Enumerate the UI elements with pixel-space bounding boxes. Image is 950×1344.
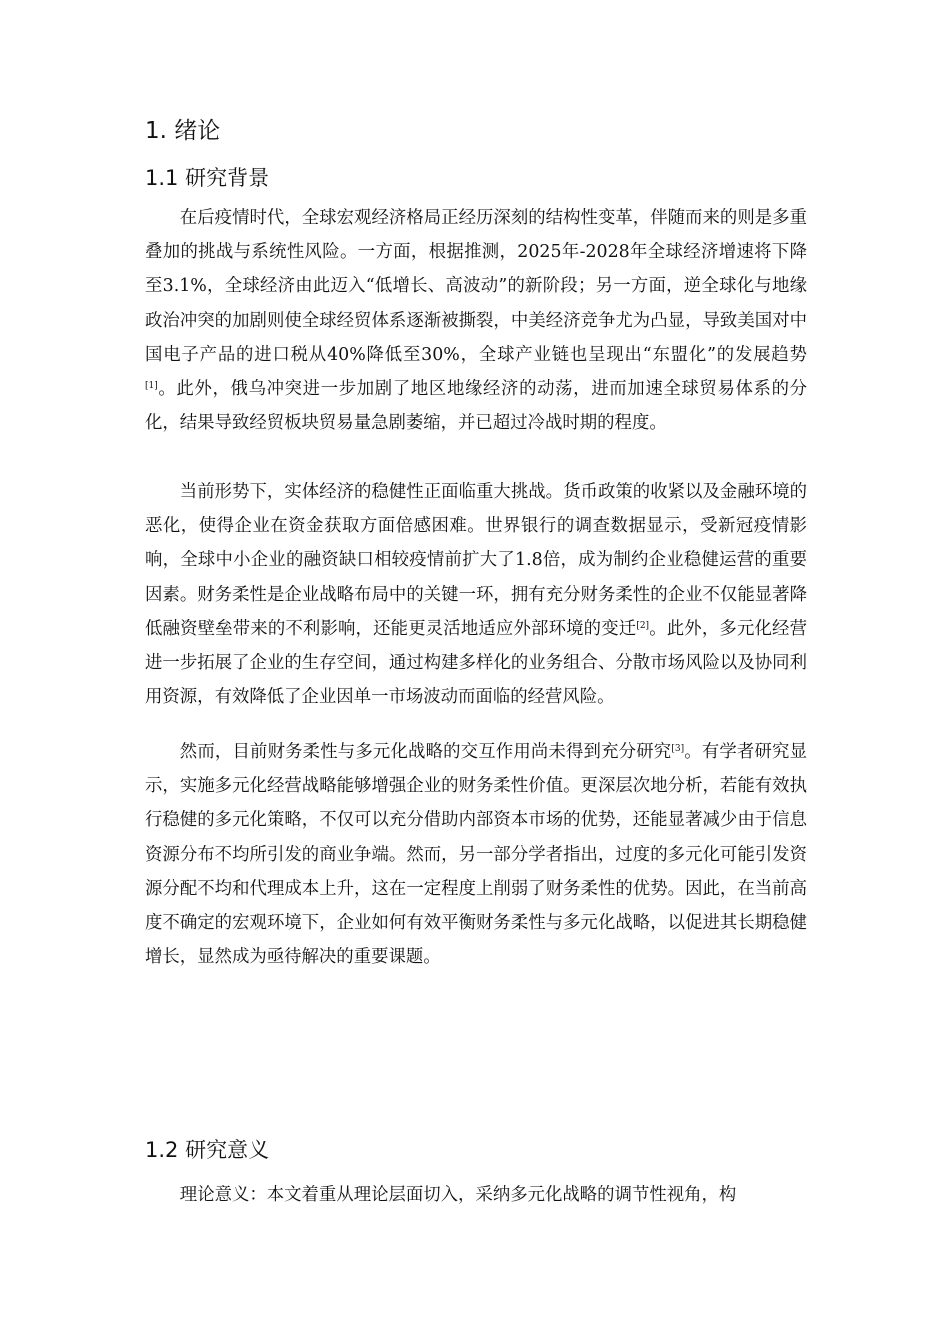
citation-2[interactable]: [2] — [636, 620, 650, 631]
paragraph-text: 当前形势下，实体经济的稳健性正面临重大挑战。货币政策的收紧以及金融环境的恶化，使得企业在资金获取方面倍感困难。世界银行的调查数据显示，受新冠疫情影响，全球中小企业的融资缺口相较疫情前扩大了1.8倍，成为制约企业稳健运营的重要因素。财务柔性是企业战略布局中的关键一环，拥有充分财务柔性的企业不仅能显著降低融资壁垒带来的不利影响，还能更灵活地适应外部环境的变迁 — [145, 482, 807, 639]
paragraph-text: 。此外，多元化经营进一步拓展了企业的生存空间，通过构建多样化的业务组合、分散市场风险以及协同利用资源，有效降低了企业因单一市场波动而面临的经营风险。 — [145, 618, 807, 708]
citation-3[interactable]: [3] — [671, 744, 685, 754]
paragraph-background-1 — [145, 201, 807, 440]
section-heading-background: 1.1 研究背景 — [145, 166, 270, 190]
paragraph-significance-1: 理论意义：本文着重从理论层面切入，采纳多元化战略的调节性视角，构 — [179, 1185, 737, 1205]
paragraph-text: 在后疫情时代，全球宏观经济格局正经历深刻的结构性变革，伴随而来的则是多重叠加的挑战与系统性风险。一方面，根据推测，2025年-2028年全球经济增速将下降至3.1%，全球经济由此迈入“低增长、高波动”的新阶段；另一方面，逆全球化与地缘政治冲突的加剧则使全球经贸体系逐渐被撕裂，中美经济竞争尤为凸显，导致美国对中国电子产品的进口税从40%降低至30%，全球产业链也呈现出“东盟化”的发展趋势 — [145, 208, 807, 365]
paragraph-text: 。有学者研究显示，实施多元化经营战略能够增强企业的财务柔性价值。更深层次地分析，若能有效执行稳健的多元化策略，不仅可以充分借助内部资本市场的优势，还能显著减少由于信息资源分布不均所引发的商业争端。然而，另一部分学者指出，过度的多元化可能引发资源分配不均和代理成本上升，这在一定程度上削弱了财务柔性的优势。因此，在当前高度不确定的宏观环境下，企业如何有效平衡财务柔性与多元化战略，以促进其长期稳健增长，显然成为亟待解决的重要课题。 — [145, 742, 807, 968]
chapter-heading: 1. 绪论 — [145, 118, 221, 144]
section-heading-significance: 1.2 研究意义 — [145, 1138, 270, 1162]
paragraph-background-2 — [145, 475, 807, 714]
paragraph-text: 。此外，俄乌冲突进一步加剧了地区地缘经济的动荡，进而加速全球贸易体系的分化，结果导致经贸板块贸易量急剧萎缩，并已超过冷战时期的程度。 — [145, 379, 807, 434]
paragraph-background-3 — [145, 735, 807, 974]
paragraph-text: 然而，目前财务柔性与多元化战略的交互作用尚未得到充分研究 — [179, 742, 672, 762]
citation-1[interactable]: [1] — [145, 381, 158, 392]
